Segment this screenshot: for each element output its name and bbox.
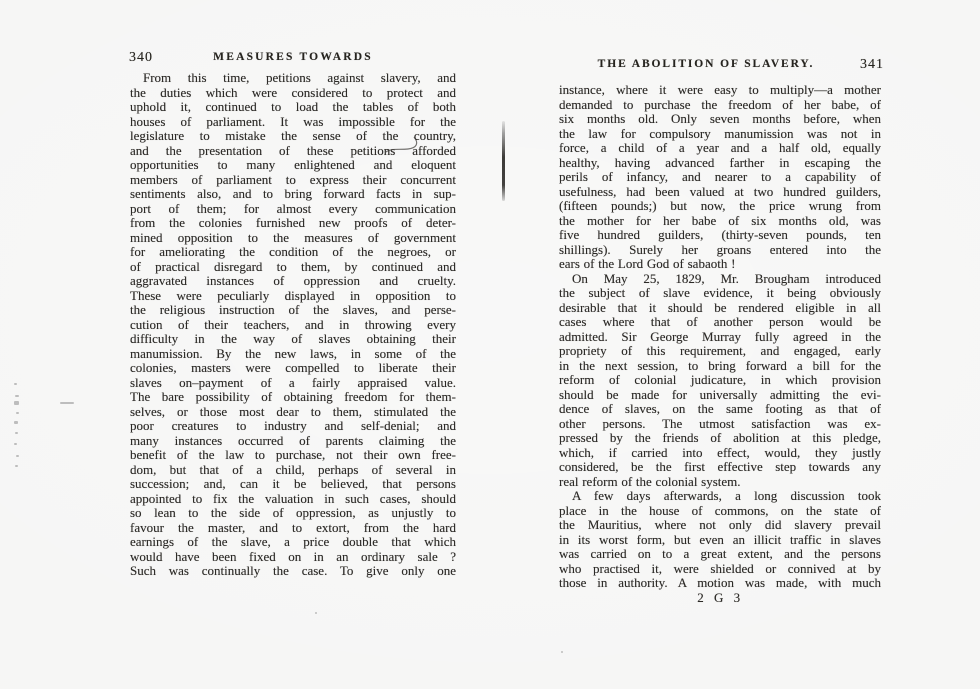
- scan-speck: [15, 395, 19, 397]
- text-line: who practised it, were shielded or connived at by: [559, 561, 881, 576]
- text-line: difficulty in the way of slaves obtaining their: [130, 332, 456, 346]
- scan-speck: [14, 443, 17, 445]
- ink-flourish-artifact: [385, 136, 423, 158]
- text-line: dom, but that of a child, perhaps of several in: [130, 462, 456, 477]
- text-line: appointed to fix the valuation in such cases, should: [130, 491, 456, 506]
- left-page-header: [130, 50, 456, 64]
- text-line: in the next session, to bring forward a bill for the: [559, 358, 881, 373]
- text-line: sentiments also, and to bring forward facts in sup-: [130, 187, 456, 201]
- text-line: which, if carried into effect, would, they justly: [559, 445, 881, 460]
- text-line: the duties which were considered to protect and: [130, 85, 456, 100]
- text-line: place in the house of commons, on the state of: [559, 503, 881, 518]
- left-running-title: MEASURES TOWARDS: [213, 51, 373, 63]
- text-line: port of them; for almost every communication: [130, 201, 456, 216]
- text-line: so lean to the side of oppression, as unjustly to: [130, 506, 456, 520]
- text-line: members of parliament to express their concurrent: [130, 172, 456, 187]
- text-line: mined opposition to the measures of government: [130, 230, 456, 245]
- text-line: was carried on to a great extent, and the persons: [559, 547, 881, 561]
- scan-speck: [16, 455, 19, 457]
- text-line: selves, or those most dear to them, stimulated the: [130, 404, 456, 419]
- scan-speck: [561, 651, 563, 653]
- scan-dash-artifact: [60, 402, 74, 404]
- text-line: force, a child of a year and a half old, equally: [559, 141, 881, 155]
- text-line: desirable that it should be rendered eligible in all: [559, 300, 881, 315]
- text-line: from the colonies furnished new proofs of deter-: [130, 216, 456, 230]
- text-line: the law for compulsory manumission was not in: [559, 126, 881, 141]
- right-page-body: [559, 83, 881, 591]
- text-line: perils of infancy, and nearer to a capability of: [559, 170, 881, 184]
- left-page: [130, 50, 456, 590]
- text-line: Such was continually the case. To give only one: [130, 564, 456, 578]
- text-line: admitted. Sir George Murray fully agreed in the: [559, 329, 881, 344]
- text-line: opportunities to many enlightened and eloquent: [130, 158, 456, 172]
- text-line: those in authority. A motion was made, with much: [559, 576, 881, 590]
- text-line: pressed by the friends of abolition at this pledge,: [559, 431, 881, 445]
- scan-speck: [14, 383, 17, 385]
- scan-speck: [15, 432, 18, 434]
- text-line: dence of slaves, on the same footing as that of: [559, 402, 881, 416]
- text-line: shillings). Surely her groans entered into the: [559, 242, 881, 257]
- text-line: poor creatures to industry and self-denial; and: [130, 419, 456, 433]
- text-line: would have been fixed on in an ordinary sale ?: [130, 549, 456, 564]
- right-page: [559, 57, 884, 617]
- text-line: cution of their teachers, and in throwing every: [130, 317, 456, 332]
- text-line: earnings of the slave, a price double that which: [130, 535, 456, 549]
- text-line: the subject of slave evidence, it being obviously: [559, 286, 881, 300]
- text-line: From this time, petitions against slavery, and: [143, 71, 456, 85]
- text-line: cases where that of another person would be: [559, 315, 881, 329]
- text-line: many instances occurred of parents claiming the: [130, 433, 456, 448]
- text-line: the mother for her babe of six months old, was: [559, 213, 881, 228]
- text-line: A few days afterwards, a long discussion took: [572, 489, 881, 503]
- text-line: These were peculiarly displayed in opposition to: [130, 288, 456, 303]
- text-line: reform of colonial judicature, in which provision: [559, 373, 881, 387]
- right-running-title: THE ABOLITION OF SLAVERY.: [597, 58, 815, 70]
- text-line: the religious instruction of the slaves, and perse-: [130, 303, 456, 317]
- text-line: six months old. Only seven months before, when: [559, 112, 881, 126]
- text-line: should be made for universally admitting the evi-: [559, 387, 881, 402]
- text-line: in its worst form, but even an illicit traffic in slaves: [559, 532, 881, 547]
- right-page-number: 341: [860, 57, 884, 72]
- text-line: favour the master, and to extort, from the hard: [130, 520, 456, 535]
- text-line: and the presentation of these petitions afforded: [130, 143, 456, 158]
- text-line: slaves on–payment of a fairly appraised value.: [130, 375, 456, 390]
- text-line: aggravated instances of oppression and cruelty.: [130, 274, 456, 288]
- text-line: houses of parliament. It was impossible for the: [130, 114, 456, 129]
- text-line: legislature to mistake the sense of the country,: [130, 129, 456, 143]
- text-line: of practical disregard to them, by continued and: [130, 259, 456, 274]
- text-line: other persons. The utmost satisfaction was ex-: [559, 416, 881, 431]
- scan-speck: [16, 412, 19, 414]
- text-line: colonies, masters were compelled to liberate their: [130, 361, 456, 375]
- text-line: uphold it, continued to load the tables of both: [130, 100, 456, 114]
- text-line: five hundred guilders, (thirty-seven pounds, ten: [559, 228, 881, 242]
- text-line: instance, where it were easy to multiply—a mother: [559, 83, 881, 97]
- text-line: ears of the Lord God of sabaoth !: [559, 257, 736, 271]
- right-page-header: [559, 57, 884, 72]
- text-line: On May 25, 1829, Mr. Brougham introduced: [572, 271, 881, 286]
- scan-speck: [14, 421, 18, 424]
- text-line: benefit of the law to purchase, not their own free-: [130, 448, 456, 462]
- scan-speck: [14, 401, 19, 405]
- text-line: demanded to purchase the freedom of her babe, of: [559, 97, 881, 112]
- text-line: propriety of this requirement, and engaged, early: [559, 344, 881, 358]
- scan-speck: [15, 465, 18, 467]
- text-line: manumission. By the new laws, in some of the: [130, 346, 456, 361]
- text-line: real reform of the colonial system.: [559, 474, 741, 489]
- text-line: for ameliorating the condition of the negroes, or: [130, 245, 456, 259]
- left-page-number: 340: [129, 50, 153, 65]
- text-line: succession; and, can it be believed, that persons: [130, 477, 456, 491]
- text-line: the Mauritius, where not only did slavery prevail: [559, 518, 881, 532]
- text-line: usefulness, had been valued at two hundred guilders,: [559, 184, 881, 199]
- text-line: (fifteen pounds;) but now, the price wrung from: [559, 199, 881, 213]
- text-line: considered, be the first effective step towards any: [559, 460, 881, 474]
- signature-mark: 2 G 3: [697, 590, 743, 605]
- gutter-crease-artifact: [502, 121, 505, 201]
- text-line: The bare possibility of obtaining freedom for them-: [130, 390, 456, 404]
- scan-speck: [315, 612, 317, 614]
- text-line: healthy, having advanced farther in escaping the: [559, 155, 881, 170]
